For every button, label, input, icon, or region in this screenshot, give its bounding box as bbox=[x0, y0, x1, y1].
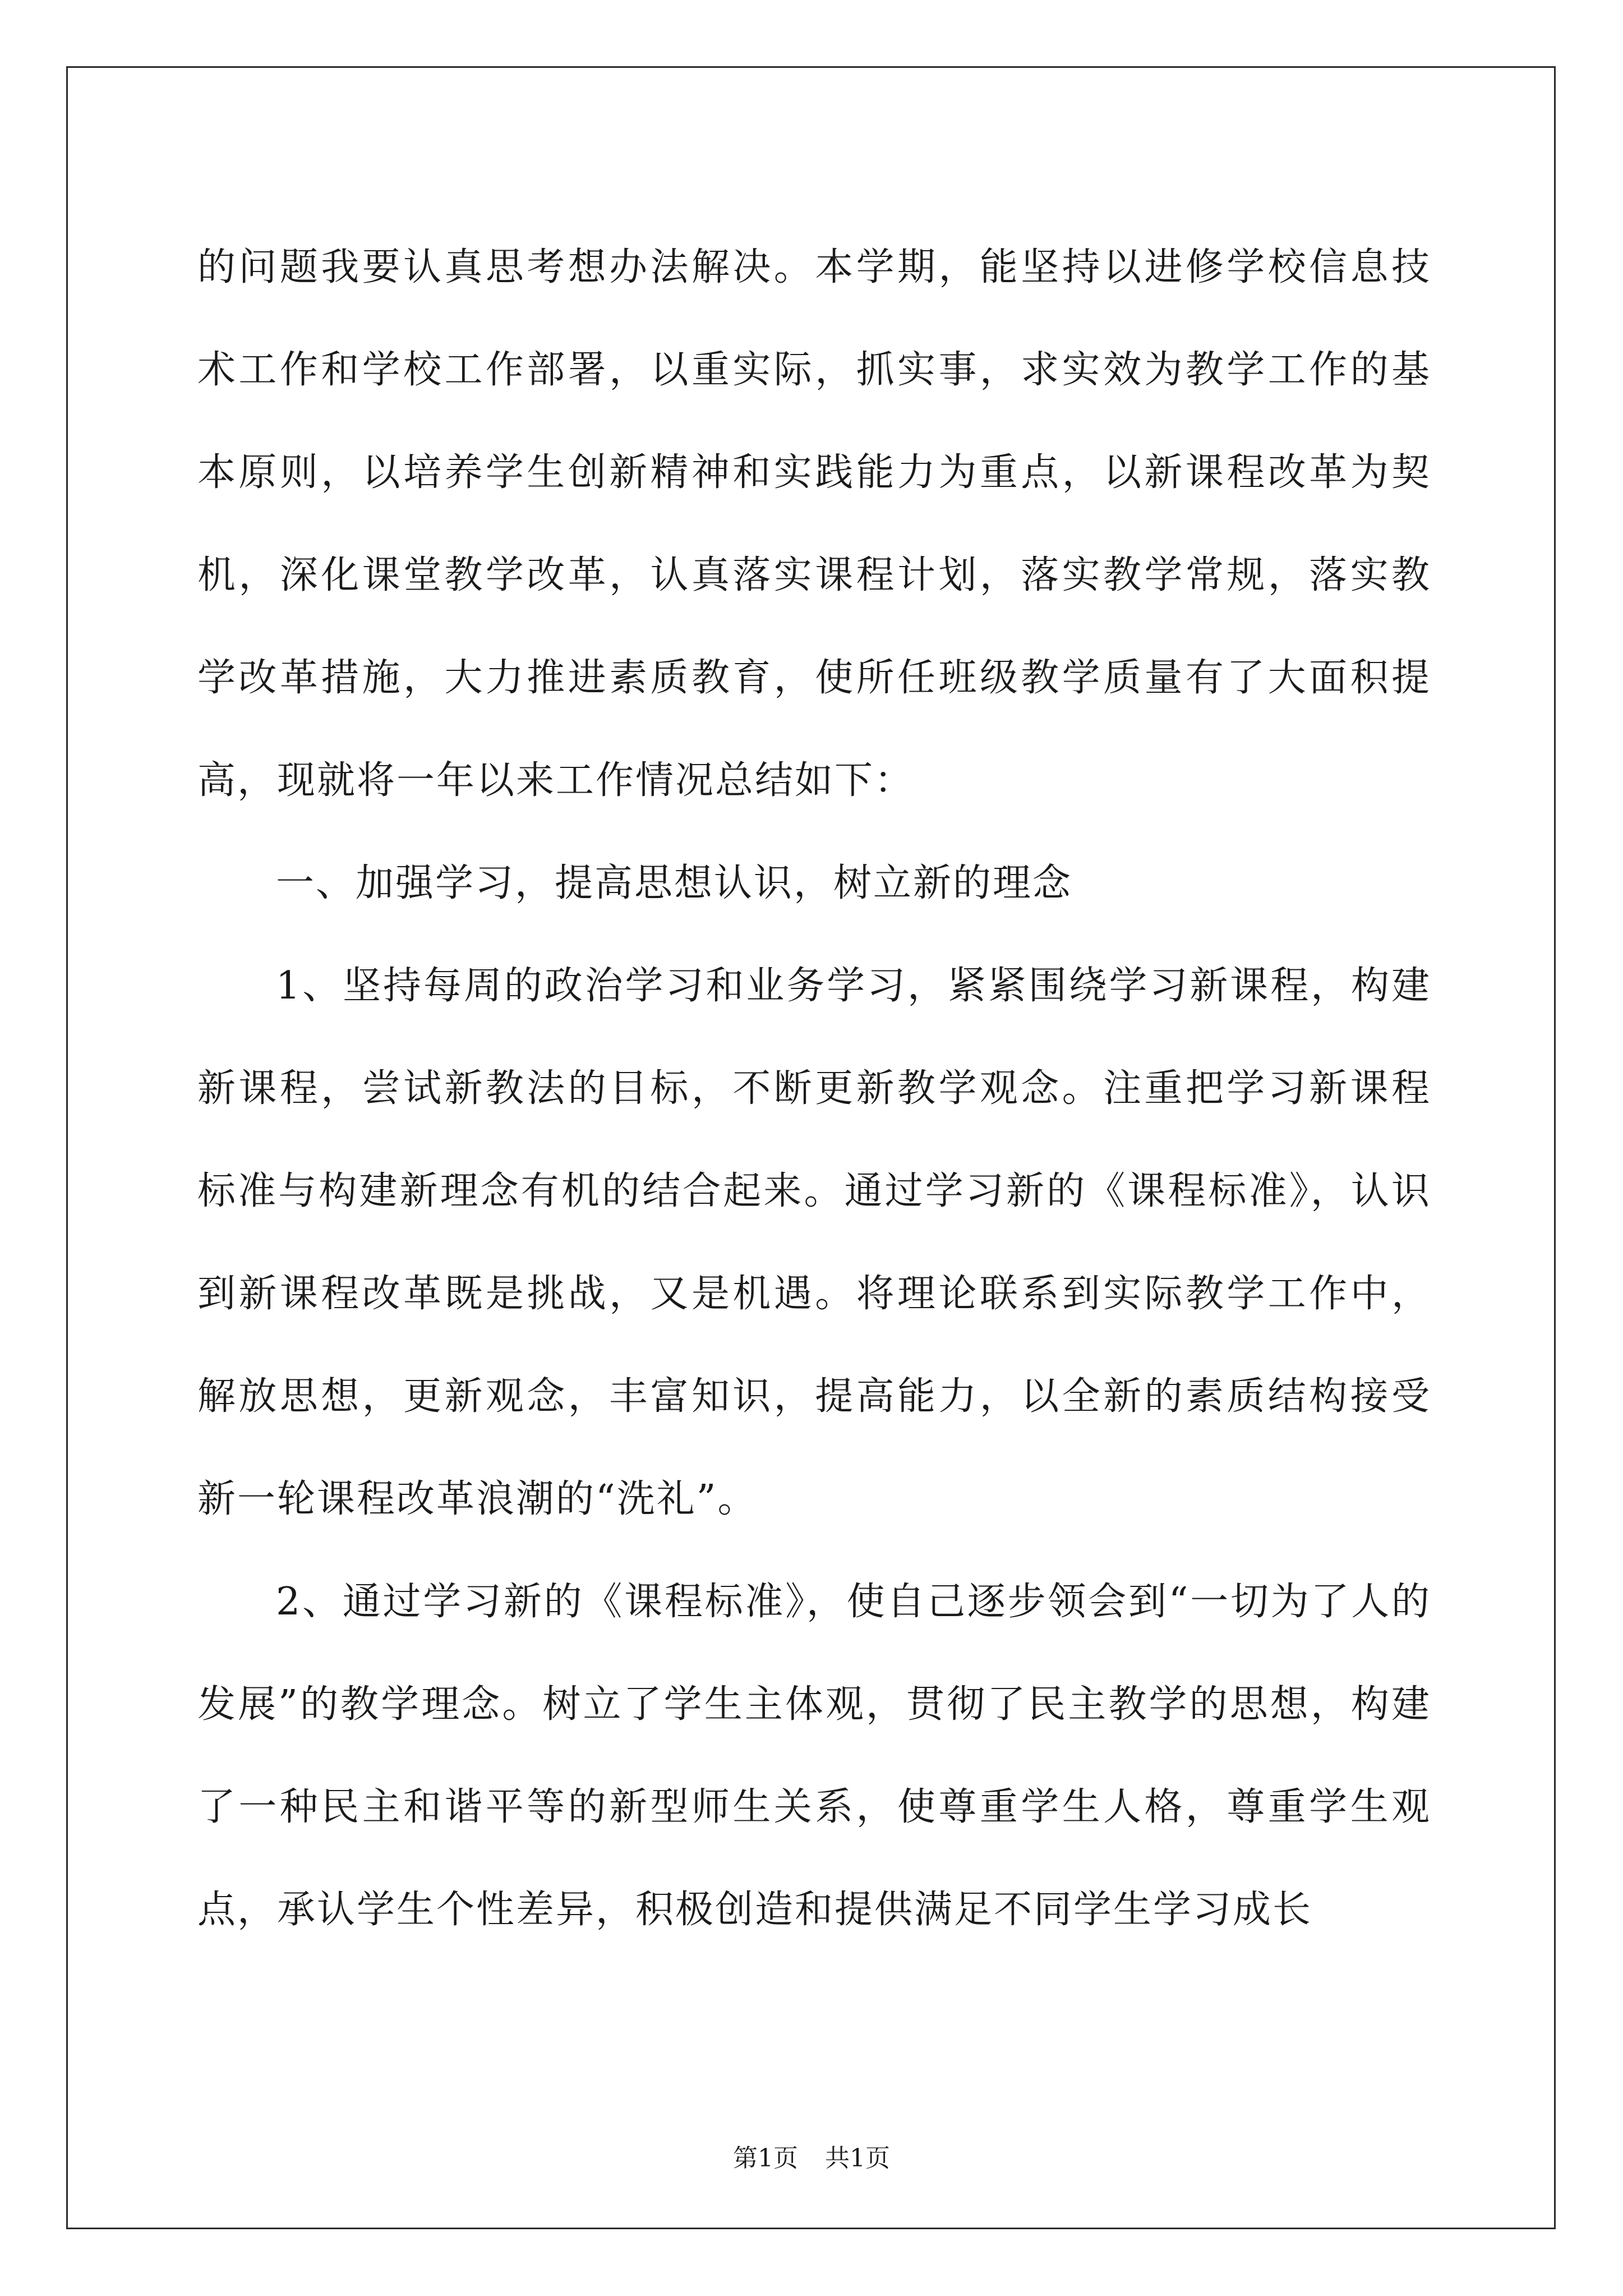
paragraph-intro: 的问题我要认真思考想办法解决。本学期，能坚持以进修学校信息技术工作和学校工作部署，以重实际，抓实事，求实效为教学工作的基本原则，以培养学生创新精神和实践能力为重点，以新课程改革为契机，深化课堂教学改革，认真落实课程计划，落实教学常规，落实教学改革措施，大力推进素质教育，使所任班级教学质量有了大面积提高，现就将一年以来工作情况总结如下： bbox=[197, 245, 1431, 803]
document-body bbox=[197, 216, 1431, 1961]
paragraph-item-2: 2、通过学习新的《课程标准》，使自己逐步领会到“一切为了人的发展”的教学理念。树立了学生主体观，贯彻了民主教学的思想，构建了一种民主和谐平等的新型师生关系，使尊重学生人格，尊重学生观点，承认学生个性差异，积极创造和提供满足不同学生学习成长 bbox=[197, 1580, 1431, 1932]
section-heading: 一、加强学习，提高思想认识，树立新的理念 bbox=[276, 861, 1073, 905]
paragraph-item-1: 1、坚持每周的政治学习和业务学习，紧紧围绕学习新课程，构建新课程，尝试新教法的目标，不断更新教学观念。注重把学习新课程标准与构建新理念有机的结合起来。通过学习新的《课程标准》，认识到新课程改革既是挑战，又是机遇。将理论联系到实际教学工作中，解放思想，更新观念，丰富知识，提高能力，以全新的素质结构接受新一轮课程改革浪潮的“洗礼”。 bbox=[197, 964, 1431, 1521]
page-total: 共1页 bbox=[825, 2144, 890, 2173]
page-number: 第1页 bbox=[733, 2144, 798, 2173]
page-footer bbox=[0, 2142, 1623, 2175]
